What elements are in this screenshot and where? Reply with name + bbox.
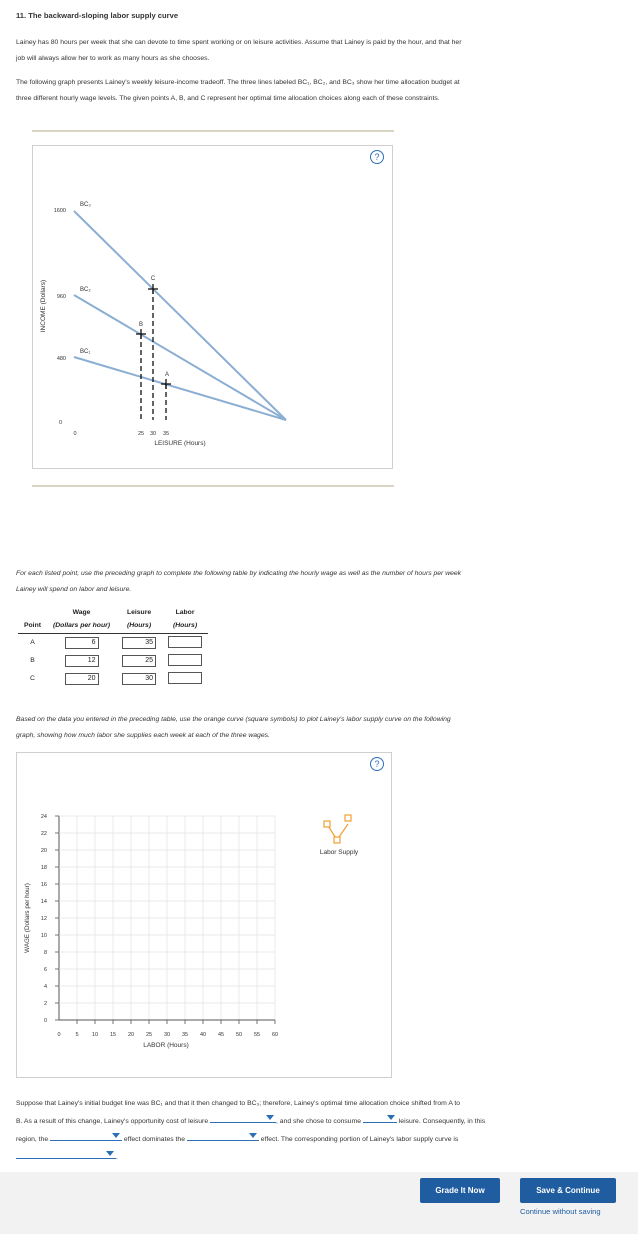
y-tick-label: 0 [43, 1018, 47, 1024]
y-tick-label: 24 [40, 814, 47, 820]
graph-description-line-1: The following graph presents Lainey's weekly leisure-income tradeoff. The three lines labeled BC₁, BC₂, and BC₃ show her time allocation budget at [16, 79, 460, 86]
labor-supply-tool[interactable] [324, 815, 351, 843]
conclusion-paragraph [16, 1096, 626, 1166]
conclusion-text-3b: effect dominates the [123, 1136, 185, 1143]
table-row [18, 670, 208, 688]
row-a-labor-input[interactable] [168, 636, 202, 648]
header-wage: Wage [72, 608, 91, 616]
point-c-label: C [150, 276, 156, 282]
bc1-label: BC₁ [80, 349, 91, 355]
row-c-wage-input[interactable]: 20 [65, 673, 99, 685]
y-tick-label: 22 [40, 831, 47, 837]
y-tick-label: 2 [43, 1001, 47, 1007]
header-point: Point [24, 622, 41, 630]
help-icon[interactable]: ? [370, 150, 384, 164]
chevron-down-icon [106, 1151, 114, 1156]
labor-supply-plot [17, 753, 393, 1079]
continue-without-saving-link[interactable]: Continue without saving [520, 1207, 601, 1216]
dominated-effect-dropdown[interactable] [187, 1130, 259, 1141]
curve-shape-dropdown[interactable] [16, 1148, 116, 1159]
y-tick-label: 20 [40, 848, 47, 854]
labor-supply-graph [16, 752, 392, 1078]
leisure-income-plot [33, 146, 394, 470]
y-tick-label: 12 [40, 916, 47, 922]
grade-it-now-button[interactable]: Grade It Now [420, 1178, 500, 1203]
opportunity-cost-dropdown[interactable] [210, 1112, 276, 1123]
x-tick-25: 25 [137, 431, 145, 437]
graph-description-line-2: three different hourly wage levels. The given points A, B, and C represent her optimal time allocation choices along each of these constraints. [16, 95, 440, 102]
x-tick-label: 40 [199, 1032, 207, 1038]
row-a-point: A [30, 639, 35, 646]
conclusion-line-3 [16, 1130, 626, 1148]
table-instructions-line-2: Lainey will spend on labor and leisure. [16, 586, 132, 593]
divider-top [32, 130, 394, 132]
subheader-labor: (Hours) [172, 622, 198, 630]
x-axis-label: LABOR (Hours) [143, 1042, 189, 1049]
drop-lines [138, 289, 166, 420]
row-c-labor-input[interactable] [168, 672, 202, 684]
conclusion-text-2c: leisure. Consequently, in this [398, 1118, 486, 1125]
table-instructions [16, 566, 626, 598]
x-tick-0: 0 [73, 431, 77, 437]
conclusion-line-2 [16, 1112, 626, 1130]
row-b-leisure-input[interactable]: 25 [122, 655, 156, 667]
conclusion-text-4: . [116, 1154, 118, 1161]
y-axis-label: WAGE (Dollars per hour) [24, 883, 31, 953]
save-continue-button[interactable]: Save & Continue [520, 1178, 616, 1203]
header-labor: Labor [175, 608, 195, 616]
plot-grid[interactable] [41, 814, 278, 1038]
intro-paragraph [16, 35, 626, 67]
bc2-label: BC₂ [80, 287, 91, 293]
x-tick-label: 25 [145, 1032, 153, 1038]
y-tick-label: 6 [43, 967, 47, 973]
graph-description [16, 75, 626, 107]
conclusion-line-4 [16, 1148, 626, 1166]
point-a-label: A [164, 372, 170, 378]
x-tick-label: 10 [91, 1032, 99, 1038]
subheader-leisure: (Hours) [126, 622, 152, 630]
dominant-effect-dropdown[interactable] [50, 1130, 122, 1141]
y-tick-960: 960 [56, 294, 66, 300]
table-row [18, 633, 208, 652]
conclusion-line-1: Suppose that Lainey's initial budget line was BC₁ and that it then changed to BC₃; therefore, Lainey's optimal time allocation choice shifted from A to [16, 1100, 461, 1107]
x-tick-label: 20 [127, 1032, 135, 1038]
x-tick-label: 55 [253, 1032, 261, 1038]
y-axis-label: INCOME (Dollars) [40, 279, 47, 333]
chevron-down-icon [112, 1133, 120, 1138]
leisure-income-graph [32, 145, 393, 469]
conclusion-text-2a: B. As a result of this change, Lainey's opportunity cost of leisure [16, 1118, 209, 1125]
x-tick-35: 35 [162, 431, 170, 437]
x-tick-label: 15 [109, 1032, 117, 1038]
x-tick-30: 30 [149, 431, 157, 437]
x-tick-label: 0 [57, 1032, 61, 1038]
y-tick-label: 14 [40, 899, 47, 905]
answer-table [18, 605, 208, 688]
chevron-down-icon [249, 1133, 257, 1138]
x-axis-label: LEISURE (Hours) [154, 440, 206, 447]
y-tick-1600: 1600 [53, 208, 66, 214]
table-row [18, 652, 208, 670]
help-icon[interactable]: ? [370, 757, 384, 771]
y-tick-0: 0 [58, 420, 62, 426]
question-title: 11. The backward-sloping labor supply curve [16, 11, 179, 20]
x-tick-label: 60 [271, 1032, 279, 1038]
labor-supply-tool-label: Labor Supply [319, 849, 359, 856]
y-tick-label: 18 [40, 865, 47, 871]
y-tick-label: 4 [43, 984, 47, 990]
graph2-instructions-line-2: graph, showing how much labor she supplies each week at each of the three wages. [16, 732, 270, 739]
chevron-down-icon [387, 1115, 395, 1120]
divider-bottom [32, 485, 394, 487]
y-tick-480: 480 [56, 356, 66, 362]
x-tick-label: 5 [75, 1032, 79, 1038]
bc3-label: BC₃ [80, 202, 91, 208]
y-tick-label: 8 [43, 950, 47, 956]
row-c-leisure-input[interactable]: 30 [122, 673, 156, 685]
row-a-leisure-input[interactable]: 35 [122, 637, 156, 649]
x-tick-label: 35 [181, 1032, 189, 1038]
conclusion-text-3a: region, the [16, 1136, 49, 1143]
conclusion-text-2b: , and she chose to consume [276, 1118, 362, 1125]
graph2-instructions-line-1: Based on the data you entered in the preceding table, use the orange curve (square symbols) to plot Lainey's labor supply curve on the following [16, 716, 451, 723]
point-b-label: B [138, 322, 144, 328]
row-b-wage-input[interactable]: 12 [65, 655, 99, 667]
subheader-wage: (Dollars per hour) [53, 622, 111, 630]
row-b-labor-input[interactable] [168, 654, 202, 666]
conclusion-text-3c: effect. The corresponding portion of Lainey's labor supply curve is [260, 1136, 459, 1143]
y-tick-label: 16 [40, 882, 47, 888]
answer-table-wrap [18, 605, 208, 688]
row-a-wage-input[interactable]: 6 [65, 637, 99, 649]
row-b-point: B [30, 657, 35, 664]
chevron-down-icon [266, 1115, 274, 1120]
x-tick-label: 30 [163, 1032, 171, 1038]
y-tick-label: 10 [40, 933, 47, 939]
graph2-instructions [16, 712, 626, 744]
bc2-line [74, 295, 286, 420]
header-leisure: Leisure [126, 608, 152, 616]
leisure-amount-dropdown[interactable] [363, 1112, 397, 1123]
intro-line-2: job will always allow her to work as many hours as she chooses. [16, 55, 210, 62]
intro-line-1: Lainey has 80 hours per week that she can devote to time spent working or on leisure activities. Assume that Lainey is paid by the hour, and that her [16, 39, 462, 46]
x-tick-label: 50 [235, 1032, 243, 1038]
row-c-point: C [30, 675, 35, 682]
table-instructions-line-1: For each listed point, use the preceding graph to complete the following table by indicating the hourly wage as well as the number of hours per week [16, 570, 462, 577]
x-tick-label: 45 [217, 1032, 225, 1038]
